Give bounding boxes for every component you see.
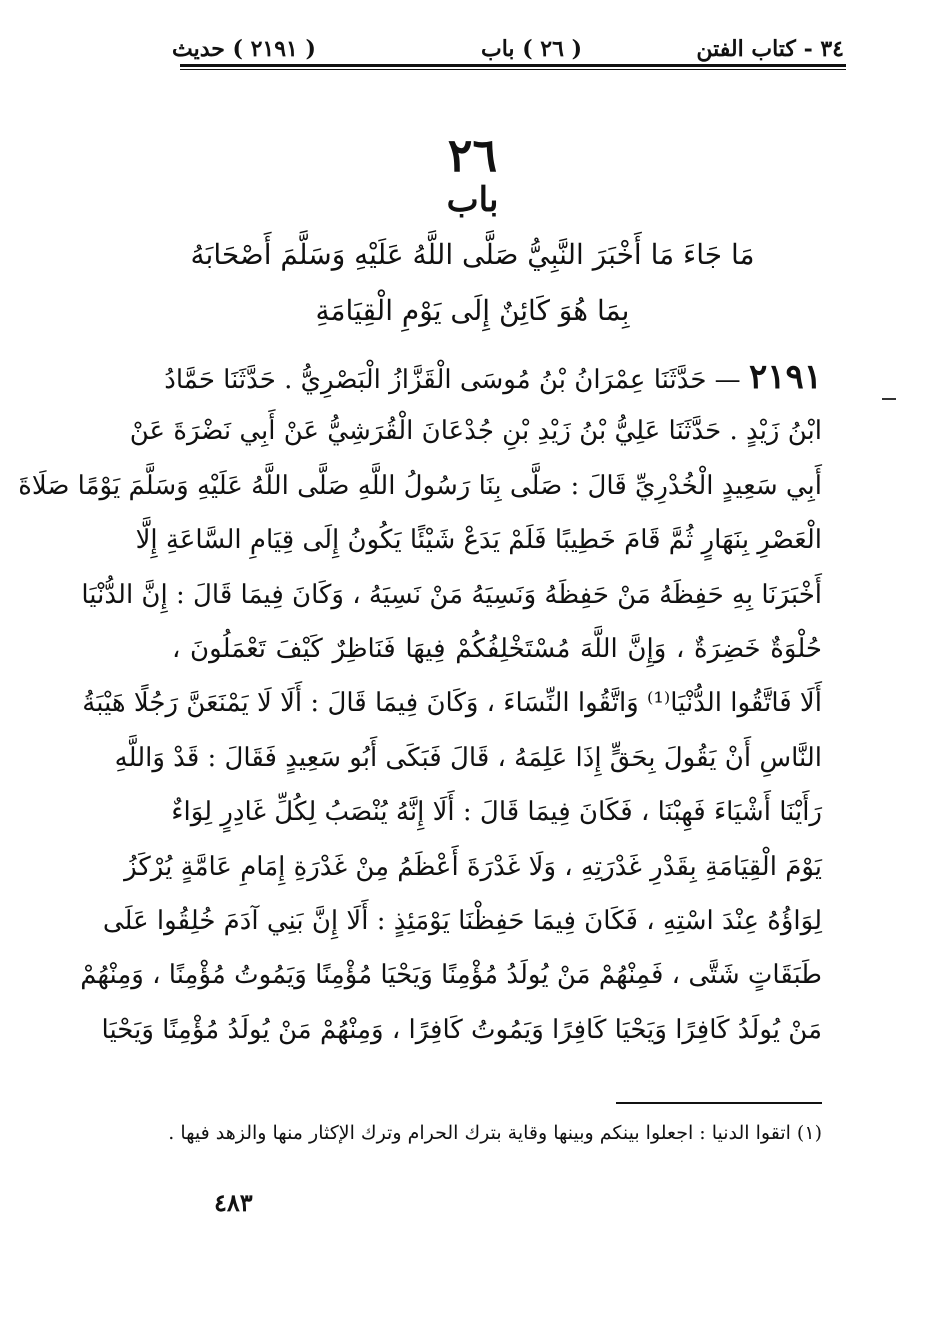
- body-line: الْعَصْرِ بِنَهَارٍ ثُمَّ قَامَ خَطِيبًا فَلَمْ يَدَعْ شَيْئًا يَكُونُ إِلَى قِيَامِ السَّاعَةِ إِلَّا: [135, 525, 822, 556]
- chapter-number: ٢٦: [447, 128, 498, 182]
- chapter-label: باب: [446, 180, 499, 220]
- body-line: أَلَا فَاتَّقُوا الدُّنْيَا⁽¹⁾ وَاتَّقُوا النِّسَاءَ ، وَكَانَ فِيمَا قَالَ : أَلَا لَا يَمْنَعَنَّ رَجُلًا هَيْبَةُ: [82, 688, 822, 719]
- body-line: حُلْوَةٌ خَضِرَةٌ ، وَإِنَّ اللَّهَ مُسْتَخْلِفُكُمْ فِيهَا فَنَاظِرٌ كَيْفَ تَعْمَلُونَ ،: [172, 633, 822, 664]
- footnote: (١) اتقوا الدنيا : اجعلوا بينكم وبينها وقاية بترك الحرام وترك الإكثار منها والزهد فيها .: [168, 1122, 822, 1144]
- body-line: طَبَقَاتٍ شَتَّى ، فَمِنْهُمْ مَنْ يُولَدُ مُؤْمِنًا وَيَحْيَا مُؤْمِنًا وَيَمُوتُ مُؤْمِنًا ، وَمِنْهُمْ: [80, 960, 822, 991]
- body-line: مَنْ يُولَدُ كَافِرًا وَيَحْيَا كَافِرًا وَيَمُوتُ كَافِرًا ، وَمِنْهُمْ مَنْ يُولَدُ مُؤْمِنًا وَيَحْيَا: [101, 1014, 822, 1045]
- body-line: رَأَيْنَا أَشْيَاءَ فَهِبْنَا ، فَكَانَ فِيمَا قَالَ : أَلَا إِنَّهُ يُنْصَبُ لِكُلِّ غَادِرٍ لِوَاءٌ: [171, 797, 822, 828]
- body-line: يَوْمَ الْقِيَامَةِ بِقَدْرِ غَدْرَتِهِ ، وَلَا غَدْرَةَ أَعْظَمُ مِنْ غَدْرَةِ إِمَامِ عَامَّةٍ يُرْكَزُ: [124, 851, 822, 882]
- header-book-title: ٣٤ - كتاب الفتن: [696, 36, 844, 62]
- footnote-separator: [616, 1102, 822, 1104]
- body-line-1-text: — حَدَّثَنَا عِمْرَانُ بْنُ مُوسَى الْقَزَّازُ الْبَصْرِيُّ . حَدَّثَنَا حَمَّادُ: [164, 365, 749, 395]
- hadith-body: [18, 350, 822, 1057]
- running-header: [172, 30, 852, 74]
- header-rule-thin: [180, 69, 846, 70]
- header-chapter-ref: ( ٢٦ ) باب: [481, 36, 582, 62]
- header-hadith-ref: ( ٢١٩١ ) حديث: [172, 36, 316, 62]
- hadith-number: ٢١٩١: [748, 357, 822, 397]
- body-line: أَبِي سَعِيدٍ الْخُدْرِيِّ قَالَ : صَلَّى بِنَا رَسُولُ اللَّهِ صَلَّى اللَّهُ عَلَيْهِ وَسَلَّمَ يَوْمًا صَلَاةَ: [18, 470, 822, 501]
- body-line: أَخْبَرَنَا بِهِ حَفِظَهُ مَنْ حَفِظَهُ وَنَسِيَهُ مَنْ نَسِيَهُ ، وَكَانَ فِيمَا قَالَ : إِنَّ الدُّنْيَا: [81, 579, 822, 610]
- page-number: ٤٨٣: [214, 1188, 253, 1217]
- body-line: النَّاسِ أَنْ يَقُولَ بِحَقٍّ إِذَا عَلِمَهُ ، قَالَ فَبَكَى أَبُو سَعِيدٍ فَقَالَ : قَدْ وَاللَّهِ: [114, 742, 822, 773]
- chapter-title-line-1: مَا جَاءَ مَا أَخْبَرَ النَّبِيُّ صَلَّى اللَّهُ عَلَيْهِ وَسَلَّمَ أَصْحَابَهُ: [190, 238, 755, 271]
- body-line: لِوَاؤُهُ عِنْدَ اسْتِهِ ، فَكَانَ فِيمَا حَفِظْنَا يَوْمَئِذٍ : أَلَا إِنَّ بَنِي آدَمَ خُلِقُوا عَلَى: [102, 905, 822, 936]
- margin-mark: [882, 398, 896, 400]
- header-rule: [180, 64, 846, 67]
- body-line: ابْنُ زَيْدٍ . حَدَّثَنَا عَلِيُّ بْنُ زَيْدِ بْنِ جُدْعَانَ الْقُرَشِيُّ عَنْ أَبِي نَضْرَةَ عَنْ: [129, 416, 822, 447]
- chapter-title-line-2: بِمَا هُوَ كَائِنٌ إِلَى يَوْمِ الْقِيَامَةِ: [315, 294, 630, 327]
- body-line-1: [164, 350, 822, 404]
